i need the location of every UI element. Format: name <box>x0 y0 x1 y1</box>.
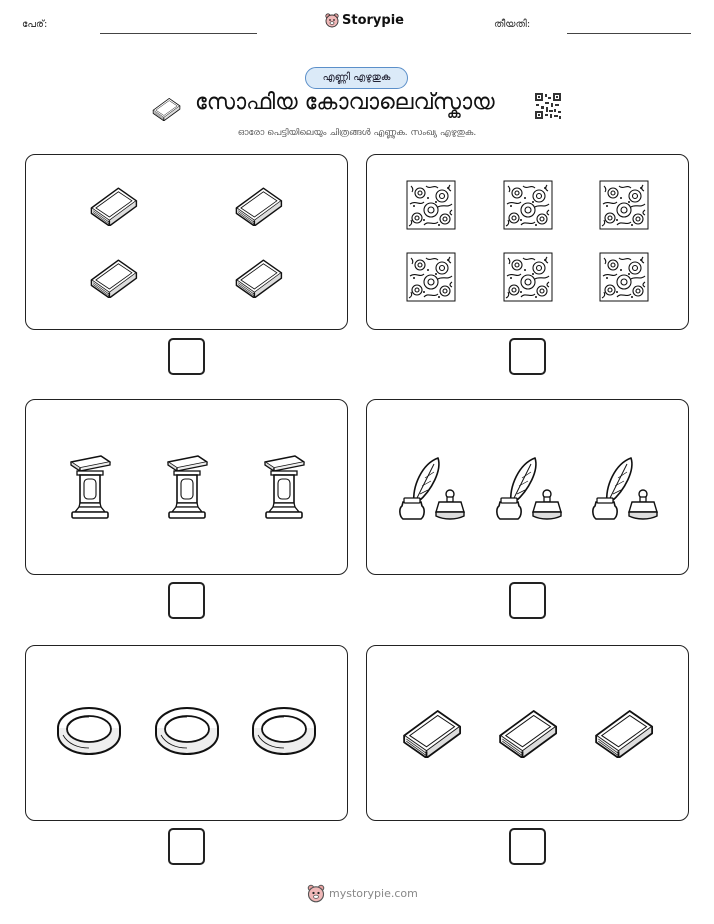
answer-box-4[interactable] <box>509 582 546 619</box>
answer-box-5[interactable] <box>168 828 205 865</box>
answer-box-2[interactable] <box>509 338 546 375</box>
brand-logo <box>325 12 404 28</box>
activity-tag: എണ്ണി എഴുതുക <box>305 67 408 89</box>
book-icon <box>150 94 182 121</box>
lectern-icon <box>165 454 209 520</box>
answer-box-6[interactable] <box>509 828 546 865</box>
book-icon <box>86 253 140 298</box>
footer-url[interactable]: mystorypie.com <box>329 886 418 900</box>
storypie-mascot-icon <box>307 883 325 903</box>
lectern-icon <box>262 454 306 520</box>
book-icon <box>589 702 657 758</box>
counting-panel-5 <box>25 645 348 821</box>
name-label: പേര്: <box>22 19 48 30</box>
quill-inkwell-icon <box>394 456 468 522</box>
page-title: സോഫിയ കോവാലെവ്സ്കായ <box>195 90 495 115</box>
ring-icon <box>152 702 222 758</box>
floral-pattern-icon <box>406 180 456 230</box>
book-icon <box>86 181 140 226</box>
answer-box-3[interactable] <box>168 582 205 619</box>
quill-inkwell-icon <box>491 456 565 522</box>
name-field[interactable] <box>100 33 257 34</box>
counting-panel-3 <box>25 399 348 575</box>
floral-pattern-icon <box>599 252 649 302</box>
brand-name: Storypie <box>342 12 404 28</box>
counting-panel-4 <box>366 399 689 575</box>
counting-panel-6 <box>366 645 689 821</box>
floral-pattern-icon <box>406 252 456 302</box>
counting-panel-2 <box>366 154 689 330</box>
floral-pattern-icon <box>503 180 553 230</box>
storypie-mascot-icon <box>325 12 339 28</box>
answer-box-1[interactable] <box>168 338 205 375</box>
floral-pattern-icon <box>599 180 649 230</box>
instruction-text: ഓരോ പെട്ടിയിലെയും ചിത്രങ്ങൾ എണ്ണുക. സംഖ്യ എഴുതുക. <box>237 128 477 138</box>
book-icon <box>493 702 561 758</box>
book-icon <box>231 253 285 298</box>
quill-inkwell-icon <box>587 456 661 522</box>
ring-icon <box>54 702 124 758</box>
date-field[interactable] <box>567 33 691 34</box>
counting-panel-1 <box>25 154 348 330</box>
ring-icon <box>249 702 319 758</box>
footer <box>307 883 418 903</box>
lectern-icon <box>68 454 112 520</box>
date-label: തീയതി: <box>494 19 531 30</box>
book-icon <box>231 181 285 226</box>
qr-code-icon <box>534 92 562 120</box>
floral-pattern-icon <box>503 252 553 302</box>
book-icon <box>397 702 465 758</box>
